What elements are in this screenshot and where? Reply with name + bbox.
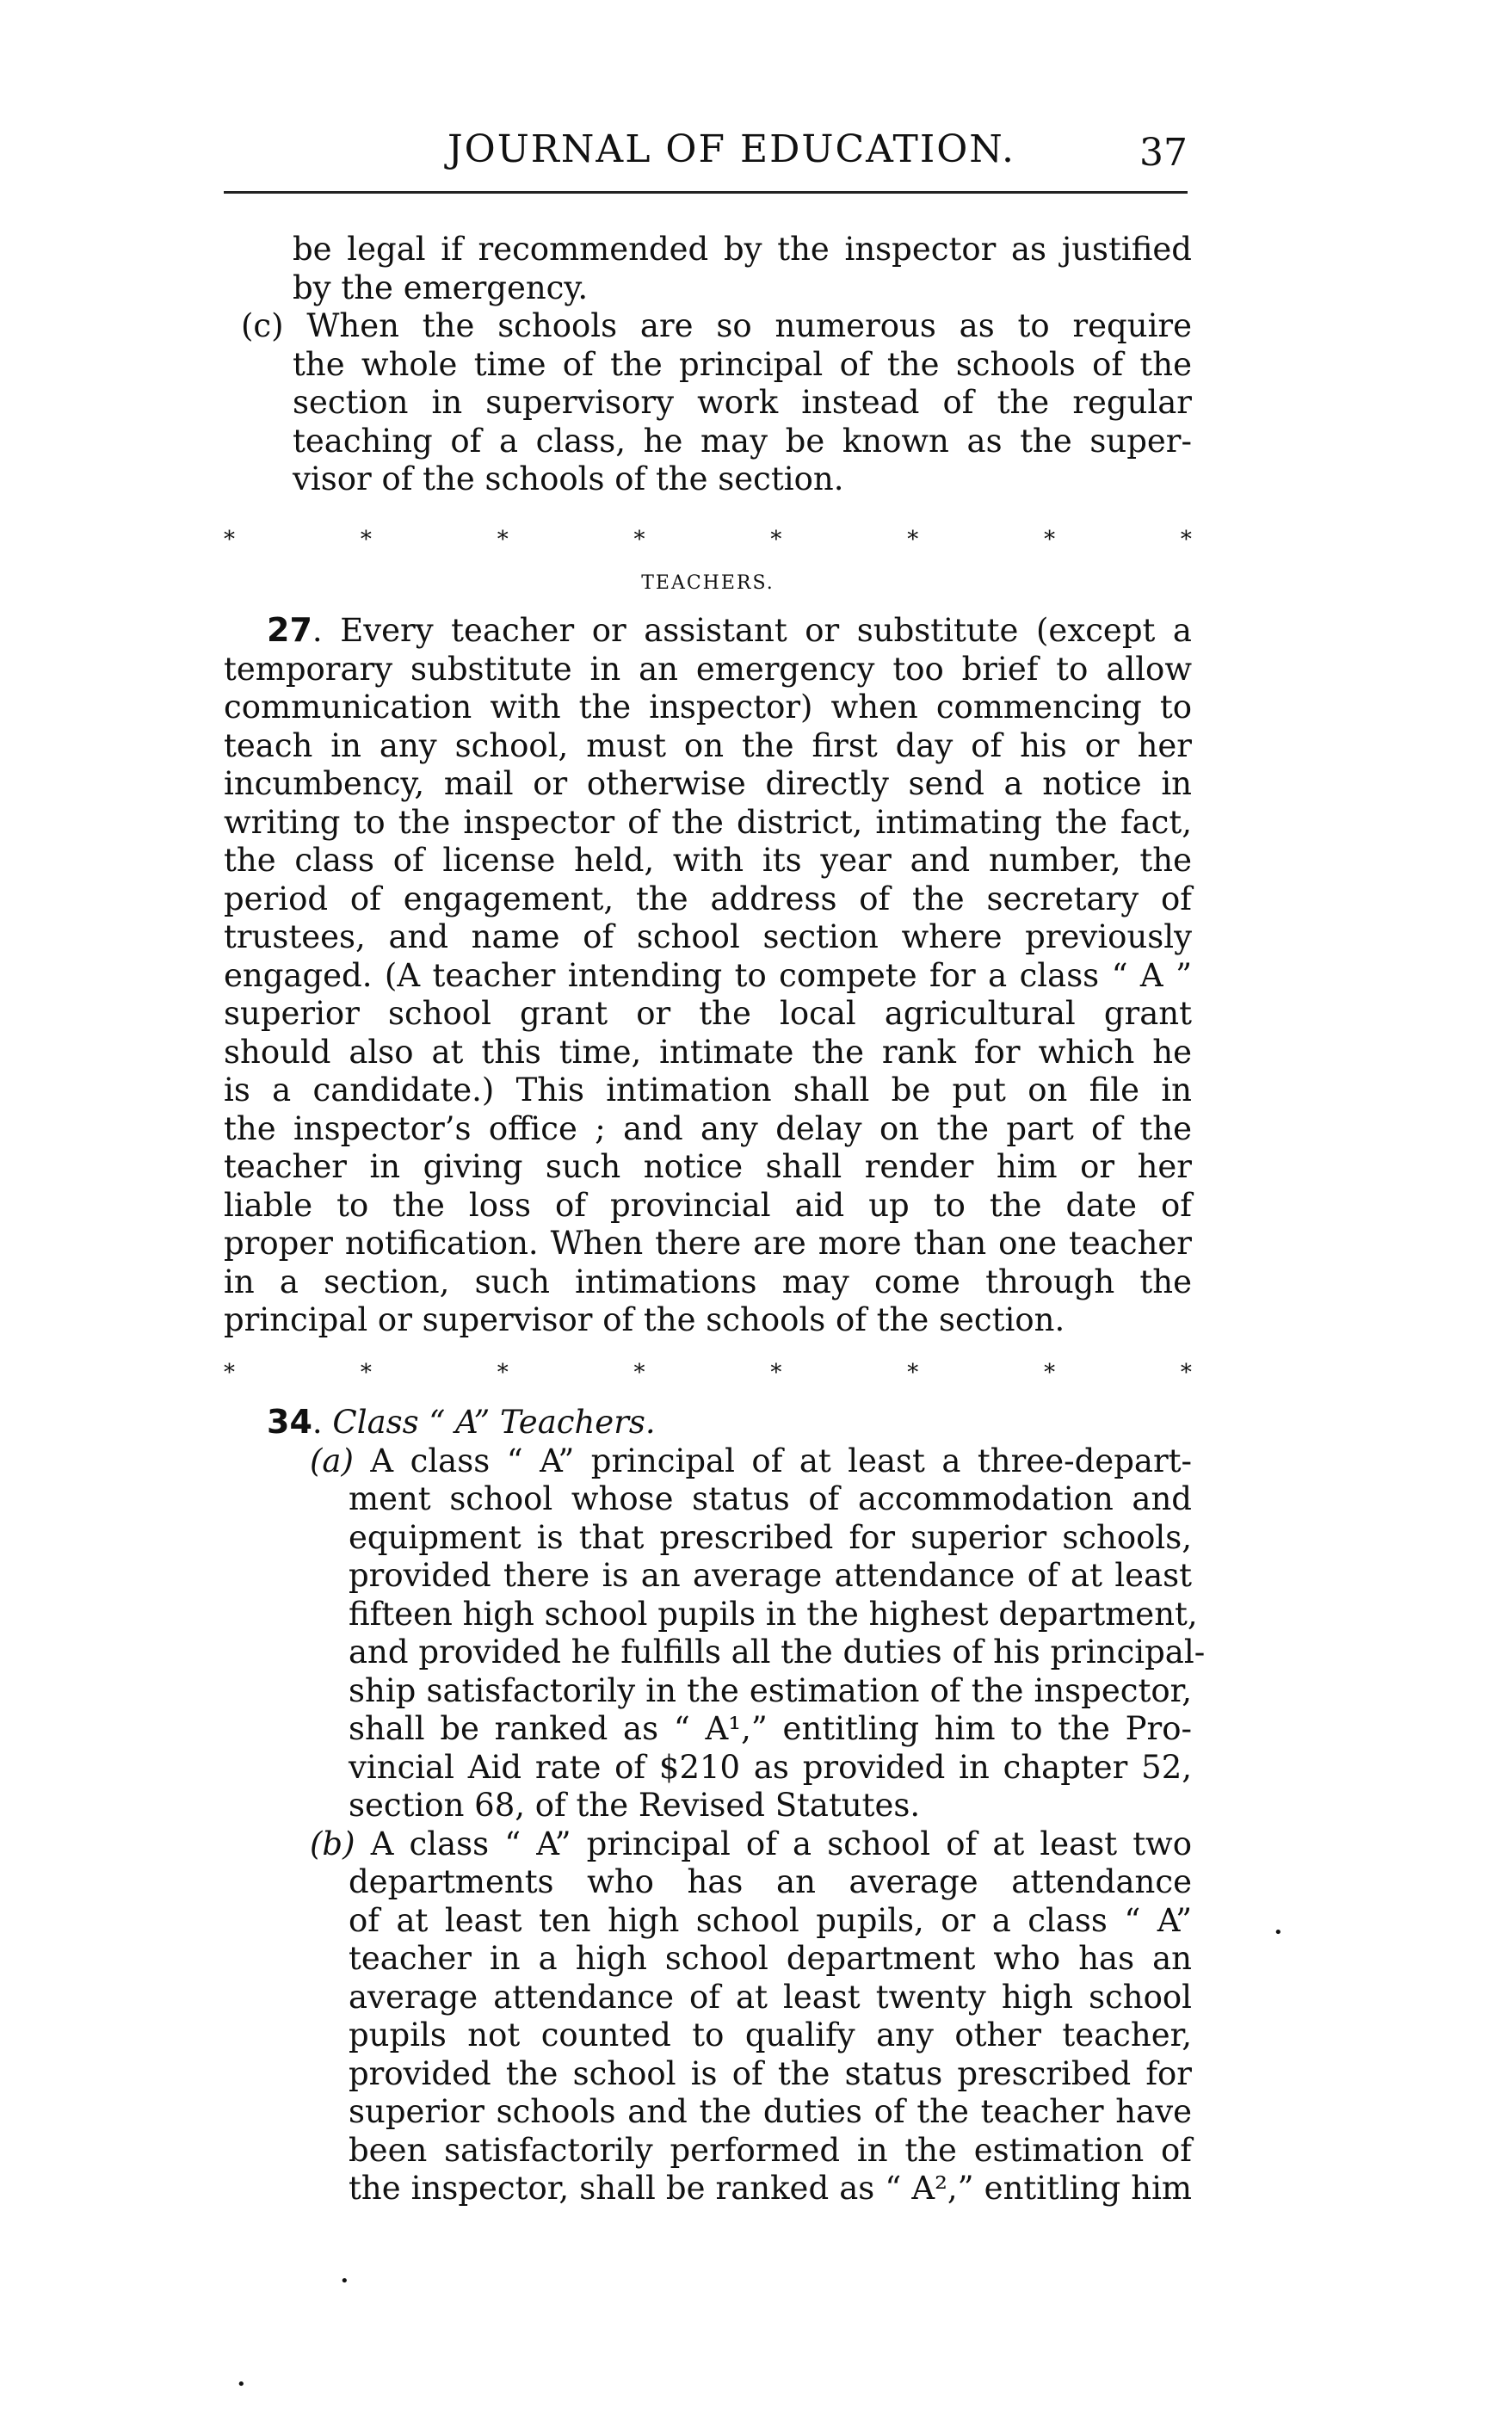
text-line: average attendance of at least twenty high school	[349, 1978, 1192, 2016]
text-line: ship satisfactorily in the estimation of the inspector,	[349, 1671, 1192, 1709]
text-line: trustees, and name of school section where previously	[224, 918, 1192, 955]
page-header	[224, 112, 1188, 181]
text-line: provided there is an average attendance of at least	[349, 1557, 1192, 1594]
text-line: be legal if recommended by the inspector as justified	[293, 231, 1192, 268]
text-line: the whole time of the principal of the schools of the	[293, 345, 1192, 383]
omission-mark: *	[907, 527, 919, 553]
text-line: 27. Every teacher or assistant or substitute (except a	[267, 611, 1192, 649]
text-line: the inspector’s office ; and any delay on the part of the	[224, 1109, 1192, 1147]
omission-mark: *	[224, 527, 235, 553]
omission-mark: *	[1044, 527, 1056, 553]
omission-mark: *	[497, 527, 509, 553]
omission-mark: *	[770, 527, 782, 553]
section-continuation	[241, 231, 1192, 499]
text-line: been satisfactorily performed in the estimation of	[349, 2131, 1192, 2169]
text-line: visor of the schools of the section.	[293, 460, 844, 497]
text-line: proper notification. When there are more than one teacher	[224, 1225, 1192, 1262]
print-speck: •	[237, 2375, 246, 2393]
section-heading: TEACHERS.	[641, 572, 775, 594]
text-line: temporary substitute in an emergency too brief to allow	[224, 650, 1192, 688]
text-line: superior school grant or the local agricultural grant	[224, 995, 1192, 1032]
omission-marks	[224, 527, 1192, 553]
text-line: and provided he fulfills all the duties of his principal-	[349, 1634, 1206, 1671]
text-line: ment school whose status of accommodation and	[349, 1480, 1192, 1517]
omission-mark: *	[633, 527, 645, 553]
text-line: principal or supervisor of the schools of the section.	[224, 1301, 1065, 1338]
omission-mark: *	[1180, 527, 1192, 553]
print-speck: •	[1274, 1924, 1283, 1942]
running-title: JOURNAL OF EDUCATION.	[447, 127, 1015, 171]
text-line: writing to the inspector of the district, intimating the fact,	[224, 803, 1192, 841]
omission-mark: *	[497, 1360, 509, 1386]
omission-mark: *	[907, 1360, 919, 1386]
omission-mark: *	[1044, 1360, 1056, 1386]
text-line: (c) When the schools are so numerous as to require	[241, 307, 1192, 344]
page-number: 37	[1139, 131, 1188, 175]
text-line: engaged. (A teacher intending to compete for a class “ A ”	[224, 956, 1192, 994]
omission-mark: *	[1180, 1360, 1192, 1386]
text-line: by the emergency.	[293, 269, 589, 306]
text-line: pupils not counted to qualify any other teacher,	[349, 2016, 1192, 2054]
omission-mark: *	[360, 1360, 372, 1386]
text-line: should also at this time, intimate the rank for which he	[224, 1033, 1192, 1071]
text-line: vincial Aid rate of $210 as provided in chapter 52,	[349, 1748, 1192, 1786]
text-line: section 68, of the Revised Statutes.	[349, 1787, 921, 1824]
text-line: fifteen high school pupils in the highest department,	[349, 1595, 1198, 1633]
section-number: 27	[267, 611, 312, 649]
text-line: incumbency, mail or otherwise directly send a notice in	[224, 765, 1192, 802]
text-line: the class of license held, with its year and number, the	[224, 842, 1192, 879]
omission-mark: *	[224, 1360, 235, 1386]
text-line: is a candidate.) This intimation shall be put on file in	[224, 1072, 1192, 1109]
text-line: teacher in giving such notice shall render him or her	[224, 1148, 1192, 1185]
omission-mark: *	[360, 527, 372, 553]
text-line: period of engagement, the address of the secretary of	[224, 880, 1192, 917]
text-line: superior schools and the duties of the teacher have	[349, 2093, 1192, 2130]
text-line: the inspector, shall be ranked as “ A²,” entitling him	[349, 2170, 1192, 2207]
section-title: Class “ A” Teachers.	[332, 1404, 656, 1441]
text-line: liable to the loss of provincial aid up to the date of	[224, 1186, 1192, 1224]
text-line: provided the school is of the status prescribed for	[349, 2054, 1192, 2092]
section-number: 34	[267, 1403, 312, 1441]
text-line: in a section, such intimations may come through the	[224, 1263, 1192, 1300]
omission-marks	[224, 1360, 1192, 1386]
text-line: teach in any school, must on the first day of his or her	[224, 726, 1192, 764]
print-speck: •	[340, 2272, 349, 2290]
omission-mark: *	[633, 1360, 645, 1386]
header-rule	[224, 191, 1188, 194]
text-line: communication with the inspector) when commencing to	[224, 689, 1192, 726]
text-line: section in supervisory work instead of the regular	[293, 384, 1192, 421]
section-text: Every teacher or assistant or substitute (except a	[340, 612, 1192, 649]
text-line: departments who has an average attendance	[349, 1863, 1192, 1900]
item-label: (b)	[310, 1825, 355, 1862]
section-27	[224, 611, 1192, 1340]
text-line	[224, 1825, 1192, 1864]
text-line: of at least ten high school pupils, or a class “ A”	[349, 1901, 1192, 1939]
text-line: shall be ranked as “ A¹,” entitling him to the Pro-	[349, 1710, 1192, 1747]
text-line: teaching of a class, he may be known as the super-	[293, 422, 1192, 460]
text-line: 34. Class “ A” Teachers.	[267, 1403, 656, 1441]
item-label: (a)	[310, 1442, 354, 1479]
text-line	[224, 1442, 1192, 1481]
item-text: A class “ A” principal of at least a three-depart-	[370, 1442, 1192, 1479]
omission-mark: *	[770, 1360, 782, 1386]
text-line: equipment is that prescribed for superior schools,	[349, 1518, 1192, 1556]
section-34	[224, 1403, 1206, 2208]
text-line: teacher in a high school department who has an	[349, 1940, 1192, 1977]
item-text: A class “ A” principal of a school of at least two	[370, 1825, 1193, 1862]
